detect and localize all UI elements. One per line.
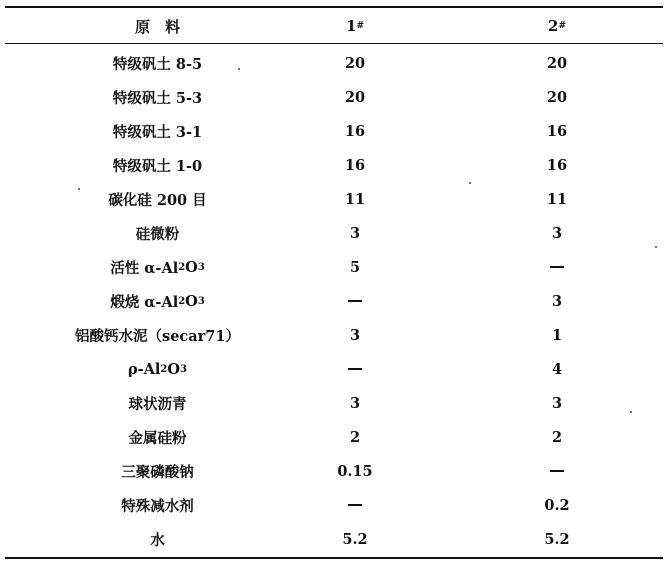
value-col1	[265, 522, 445, 556]
table-row	[5, 318, 663, 352]
table-row	[5, 386, 663, 420]
value-col1	[265, 488, 445, 522]
cell-value: 5	[349, 258, 361, 276]
cell-value: 3	[551, 292, 563, 310]
material-formula-part: O	[185, 258, 198, 276]
header-col2-sup: #	[558, 21, 566, 31]
value-col2	[467, 148, 647, 182]
table-bottom-rule	[5, 557, 663, 559]
cell-value: 3	[349, 326, 361, 344]
material-formula-part: O	[167, 360, 181, 378]
value-col2	[467, 182, 647, 216]
value-col1	[265, 216, 445, 250]
material-text: 硅微粉	[135, 225, 180, 243]
value-col1	[265, 148, 445, 182]
cell-value: 2	[349, 428, 361, 446]
value-col1	[265, 420, 445, 454]
cell-value: 20	[546, 88, 568, 106]
cell-value: 3	[551, 394, 563, 412]
value-col1	[265, 318, 445, 352]
value-col1	[265, 114, 445, 148]
material-formula-part: 2	[160, 363, 168, 375]
value-col1	[265, 80, 445, 114]
value-col2	[467, 46, 647, 80]
table-row	[5, 352, 663, 386]
value-col1	[265, 46, 445, 80]
cell-value: 3	[349, 394, 361, 412]
table-row	[5, 216, 663, 250]
value-col2	[467, 80, 647, 114]
header-col1-label: 1	[346, 17, 357, 35]
material-formula-part: 3	[197, 261, 205, 273]
cell-value: 20	[344, 54, 366, 72]
cell-value: 5.2	[544, 530, 570, 548]
value-col1	[265, 250, 445, 284]
header-col2	[467, 9, 647, 43]
value-col2	[467, 386, 647, 420]
material-text: 金属硅粉	[128, 429, 187, 447]
table-row	[5, 420, 663, 454]
value-col1	[265, 182, 445, 216]
cell-value: 20	[546, 54, 568, 72]
scan-speck	[238, 68, 240, 70]
value-col1	[265, 352, 445, 386]
cell-value: 0.15	[337, 462, 373, 480]
value-col2	[467, 488, 647, 522]
material-formula-part: 煅烧 α-Al	[110, 293, 179, 311]
cell-value: 16	[344, 156, 366, 174]
table-row	[5, 522, 663, 556]
scan-speck	[78, 188, 80, 190]
table-header-rule	[5, 43, 663, 44]
cell-value: 11	[344, 190, 366, 208]
material-text: 球状沥青	[128, 395, 187, 413]
value-col2	[467, 420, 647, 454]
table-header-row	[5, 9, 663, 43]
value-col2	[467, 352, 647, 386]
material-formula-part: 3	[197, 295, 205, 307]
cell-value: 3	[349, 224, 361, 242]
table-row	[5, 46, 663, 80]
value-col1	[265, 284, 445, 318]
material-formula-part: O	[185, 292, 198, 310]
material-text: 特殊减水剂	[121, 497, 194, 515]
value-col1	[265, 454, 445, 488]
cell-value: 20	[344, 88, 366, 106]
header-col1-sup: #	[356, 21, 364, 31]
material-formula-part: 2	[178, 295, 186, 307]
table-top-rule	[5, 6, 663, 8]
table-row	[5, 182, 663, 216]
material-text: 铝酸钙水泥（secar71）	[75, 327, 240, 345]
table-row	[5, 284, 663, 318]
value-col2	[467, 284, 647, 318]
value-col2	[467, 318, 647, 352]
material-text: 三聚磷酸钠	[121, 463, 194, 481]
table-row	[5, 454, 663, 488]
material-text: 水	[150, 531, 165, 549]
value-col2	[467, 114, 647, 148]
material-text: 碳化硅 200 目	[108, 191, 207, 209]
value-col1	[265, 386, 445, 420]
cell-value: 16	[546, 122, 568, 140]
cell-value: 16	[546, 156, 568, 174]
table-row	[5, 488, 663, 522]
scan-speck	[630, 411, 632, 413]
cell-value: 3	[551, 224, 563, 242]
scan-speck	[469, 182, 471, 184]
header-col1	[265, 9, 445, 43]
value-col2	[467, 522, 647, 556]
material-formula-part: 3	[180, 363, 187, 375]
cell-value: 5.2	[342, 530, 368, 548]
cell-value: 0.2	[544, 496, 570, 514]
cell-value: 1	[551, 326, 563, 344]
value-col2	[467, 216, 647, 250]
scan-speck	[655, 246, 657, 248]
table-row	[5, 114, 663, 148]
table-row	[5, 250, 663, 284]
value-col2	[467, 454, 647, 488]
table-row	[5, 148, 663, 182]
cell-value: 4	[551, 360, 563, 378]
header-material: 原 料	[134, 17, 180, 36]
cell-value: 11	[546, 190, 568, 208]
header-col2-label: 2	[548, 17, 559, 35]
material-formula-part: 活性 α-Al	[110, 259, 179, 277]
material-formula-part: ρ-Al	[128, 360, 161, 378]
cell-value: 16	[344, 122, 366, 140]
material-text: 特级矾土 5-3	[112, 89, 203, 107]
material-text: 特级矾土 3-1	[112, 123, 203, 141]
material-text: 特级矾土 1-0	[112, 157, 203, 175]
material-formula-part: 2	[178, 261, 186, 273]
table-row	[5, 80, 663, 114]
value-col2	[467, 250, 647, 284]
cell-value: 2	[551, 428, 563, 446]
material-text: 特级矾土 8-5	[112, 55, 203, 73]
